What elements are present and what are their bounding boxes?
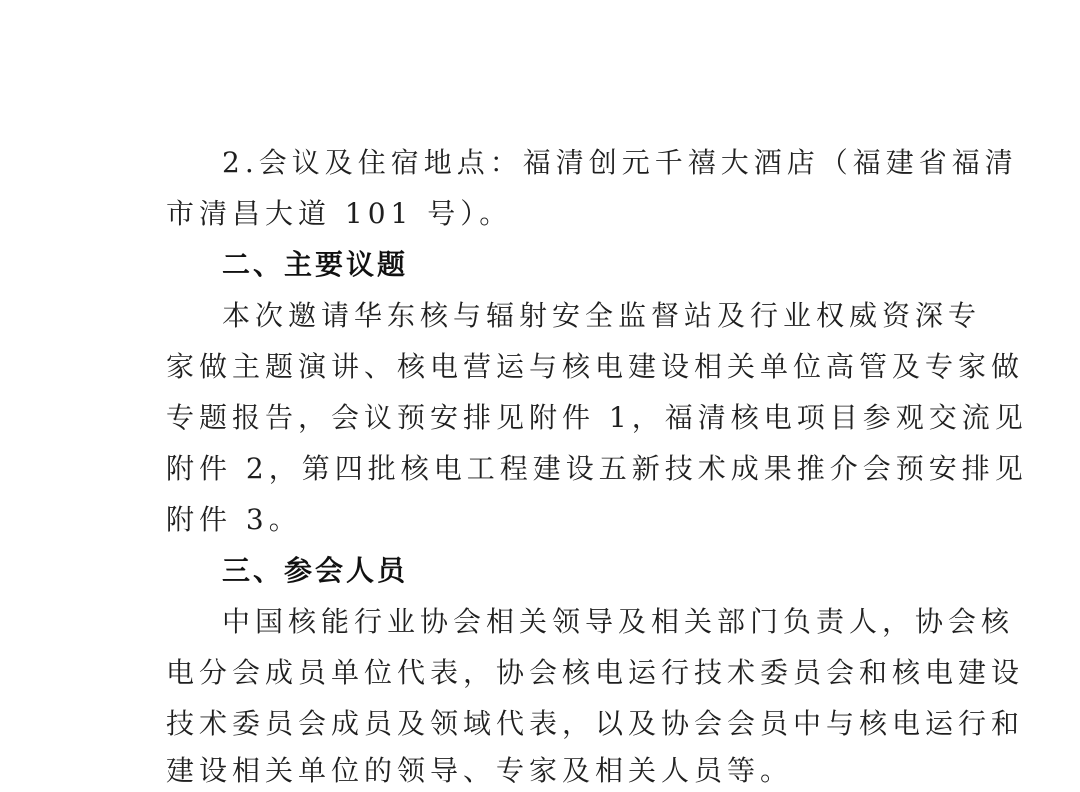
topics-line-2: 家做主题演讲、核电营运与核电建设相关单位高管及专家做 bbox=[166, 350, 1025, 383]
venue-line-1: 2.会议及住宿地点：福清创元千禧大酒店（福建省福清 bbox=[222, 146, 1018, 179]
topics-line-5: 附件 3。 bbox=[166, 503, 302, 536]
section-heading-main-topics: 二、主要议题 bbox=[222, 248, 409, 281]
attendees-line-2: 电分会成员单位代表，协会核电运行技术委员会和核电建设 bbox=[166, 656, 1025, 689]
attendees-line-3: 技术委员会成员及领域代表，以及协会会员中与核电运行和 bbox=[166, 707, 1025, 740]
attendees-line-1: 中国核能行业协会相关领导及相关部门负责人，协会核 bbox=[222, 605, 1015, 638]
topics-line-4: 附件 2，第四批核电工程建设五新技术成果推介会预安排见 bbox=[166, 452, 1028, 485]
venue-line-2: 市清昌大道 101 号）。 bbox=[166, 197, 513, 230]
section-heading-attendees: 三、参会人员 bbox=[222, 554, 409, 587]
attendees-line-4: 建设相关单位的领导、专家及相关人员等。 bbox=[166, 754, 794, 787]
topics-line-3: 专题报告，会议预安排见附件 1，福清核电项目参观交流见 bbox=[166, 401, 1028, 434]
topics-line-1: 本次邀请华东核与辐射安全监督站及行业权威资深专 bbox=[222, 299, 982, 332]
